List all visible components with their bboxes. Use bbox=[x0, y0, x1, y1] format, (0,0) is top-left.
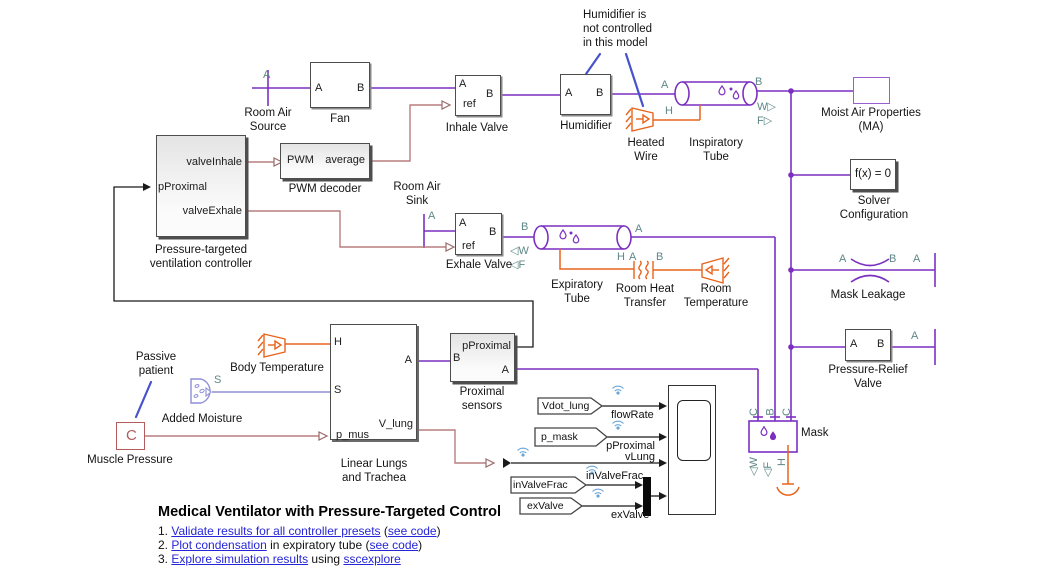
port-label-h: H bbox=[665, 105, 673, 117]
proximal-port-pproximal: pProximal bbox=[462, 340, 511, 352]
humidifier-label: Humidifier bbox=[560, 120, 612, 132]
inhale-valve-port-b: B bbox=[486, 88, 494, 100]
port-label-a: A bbox=[263, 69, 271, 81]
port-label-a: A bbox=[661, 79, 669, 91]
muscle-pressure-label: Muscle Pressure bbox=[87, 454, 173, 466]
port-label-a: A bbox=[911, 330, 919, 342]
signal-label-exvalve: exValve bbox=[611, 509, 650, 521]
passive-patient-annotation: Passive patient bbox=[135, 351, 177, 377]
item-text: ( bbox=[380, 524, 388, 538]
body-temperature-icon[interactable] bbox=[258, 334, 330, 357]
mask-label: Mask bbox=[801, 427, 829, 439]
port-label-b: B bbox=[889, 253, 897, 265]
port-label-h: H bbox=[617, 251, 625, 263]
pwm-port-average: average bbox=[325, 154, 365, 166]
proximal-port-a: A bbox=[501, 364, 509, 376]
port-label-b: B bbox=[755, 76, 763, 88]
proximal-port-b: B bbox=[453, 352, 461, 364]
moist-air-properties-block[interactable] bbox=[853, 77, 890, 104]
solver-configuration-icon-text: f(x) = 0 bbox=[854, 168, 892, 180]
linear-lungs-label: Linear Lungs and Trachea bbox=[340, 458, 408, 484]
lungs-port-h: H bbox=[334, 336, 342, 348]
prv-port-b: B bbox=[877, 338, 885, 350]
pwm-decoder-label: PWM decoder bbox=[288, 183, 362, 195]
fan-port-a: A bbox=[315, 82, 323, 94]
lungs-port-pmus: p_mus bbox=[336, 429, 370, 441]
item-number: 1. bbox=[158, 524, 172, 538]
lungs-port-a: A bbox=[404, 354, 412, 366]
room-air-sink-label: Room Air Sink bbox=[393, 181, 441, 207]
link-see-code-1[interactable]: see code bbox=[387, 524, 437, 538]
port-label-a: A bbox=[913, 253, 921, 265]
from-tag-exvalve-text: exValve bbox=[527, 500, 564, 512]
port-label-w-out: W▷ bbox=[757, 101, 776, 113]
item-text: ) bbox=[418, 538, 423, 552]
controller-port-valveinhale: valveInhale bbox=[186, 156, 242, 168]
prv-port-a: A bbox=[850, 338, 858, 350]
exhale-valve-port-b: B bbox=[489, 226, 497, 238]
added-moisture-icon[interactable] bbox=[191, 379, 330, 403]
mask-leakage-label: Mask Leakage bbox=[830, 289, 906, 301]
signal-label-flowrate: flowRate bbox=[611, 409, 654, 421]
port-label-f-in: ◁F bbox=[510, 259, 526, 271]
fan-port-b: B bbox=[357, 82, 365, 94]
link-validate-results[interactable]: Validate results for all controller presets bbox=[171, 524, 381, 538]
added-moisture-label: Added Moisture bbox=[161, 413, 243, 425]
controller-port-valveexhale: valveExhale bbox=[182, 205, 242, 217]
inspiratory-tube-icon[interactable] bbox=[675, 82, 757, 105]
model-title: Medical Ventilator with Pressure-Targeted Control bbox=[158, 504, 501, 520]
port-label-a: A bbox=[428, 210, 436, 222]
port-label-b: B bbox=[521, 221, 529, 233]
from-tag-vdot-lung-text: Vdot_lung bbox=[542, 400, 590, 412]
item-text: in expiratory tube ( bbox=[266, 538, 370, 552]
item-number: 2. bbox=[158, 538, 172, 552]
lungs-port-vlung: V_lung bbox=[378, 418, 413, 430]
room-temperature-icon[interactable] bbox=[702, 258, 729, 283]
signal-label-invalvefrac: inValveFrac bbox=[586, 470, 644, 482]
footer-item-3 bbox=[158, 552, 401, 566]
room-temperature-label: Room Temperature bbox=[683, 283, 749, 309]
mask-port-label-c: C bbox=[780, 408, 793, 416]
port-label-a: A bbox=[629, 251, 637, 263]
port-label-s: S bbox=[214, 374, 222, 386]
port-label-b: B bbox=[656, 251, 664, 263]
solver-configuration-label: Solver Configuration bbox=[839, 195, 909, 221]
mask-port-label-c: C bbox=[747, 408, 760, 416]
signal-label-pproximal: pProximal bbox=[606, 440, 655, 452]
room-air-source-label: Room Air Source bbox=[244, 107, 292, 133]
from-tag-p-mask-text: p_mask bbox=[541, 431, 578, 443]
link-plot-condensation[interactable]: Plot condensation bbox=[171, 538, 267, 552]
humidifier-port-b: B bbox=[596, 87, 604, 99]
from-tag-invalvefrac-text: inValveFrac bbox=[513, 479, 568, 491]
pressure-relief-valve-label: Pressure-Relief Valve bbox=[828, 364, 908, 390]
expiratory-tube-icon[interactable] bbox=[534, 226, 631, 249]
exhale-valve-label: Exhale Valve bbox=[445, 259, 513, 271]
exhale-valve-port-ref: ref bbox=[462, 240, 475, 252]
mask-port-label-b: B bbox=[764, 408, 777, 416]
signal-label-vlung: vLung bbox=[625, 451, 655, 463]
mask-block[interactable] bbox=[749, 421, 797, 452]
item-text: ) bbox=[436, 524, 441, 538]
room-heat-transfer-label: Room Heat Transfer bbox=[615, 283, 675, 309]
port-label-w-in: ◁W bbox=[510, 245, 529, 257]
port-label-a: A bbox=[839, 253, 847, 265]
mask-port-label-w-in: ◁W bbox=[747, 457, 760, 476]
link-sscexplore[interactable]: sscexplore bbox=[343, 552, 401, 566]
fan-label: Fan bbox=[330, 113, 350, 125]
controller-port-pproximal: pProximal bbox=[158, 181, 207, 193]
expiratory-tube-label: Expiratory Tube bbox=[551, 279, 603, 305]
room-heat-transfer-icon[interactable] bbox=[634, 261, 653, 279]
scope-screen bbox=[677, 400, 711, 461]
inspiratory-tube-label: Inspiratory Tube bbox=[689, 137, 743, 163]
port-label-a: A bbox=[635, 223, 643, 235]
inhale-valve-port-a: A bbox=[459, 78, 467, 90]
proximal-sensors-label: Proximal sensors bbox=[459, 386, 505, 412]
footer-item-2 bbox=[158, 538, 422, 552]
item-number: 3. bbox=[158, 552, 172, 566]
inhale-valve-label: Inhale Valve bbox=[445, 122, 509, 134]
mask-port-label-h: H bbox=[775, 458, 788, 466]
humidifier-note-annotation: Humidifier is not controlled in this model bbox=[583, 9, 653, 49]
pwm-port-in: PWM bbox=[287, 154, 314, 166]
exhale-valve-port-a: A bbox=[459, 217, 467, 229]
controller-label: Pressure-targeted ventilation controller bbox=[149, 244, 253, 270]
body-temperature-label: Body Temperature bbox=[230, 362, 324, 374]
mask-port-label-f-in: ◁F bbox=[762, 461, 775, 478]
link-see-code-2[interactable]: see code bbox=[369, 538, 419, 552]
heated-wire-label: Heated Wire bbox=[627, 137, 665, 163]
lungs-port-s: S bbox=[334, 384, 342, 396]
moist-air-properties-label: Moist Air Properties (MA) bbox=[821, 107, 921, 133]
footer-item-1 bbox=[158, 524, 441, 538]
muscle-pressure-icon-text: C bbox=[126, 427, 137, 444]
humidifier-port-a: A bbox=[565, 87, 573, 99]
link-explore-results[interactable]: Explore simulation results bbox=[171, 552, 309, 566]
item-text: using bbox=[308, 552, 344, 566]
inhale-valve-port-ref: ref bbox=[463, 98, 476, 110]
port-label-f-out: F▷ bbox=[757, 115, 773, 127]
